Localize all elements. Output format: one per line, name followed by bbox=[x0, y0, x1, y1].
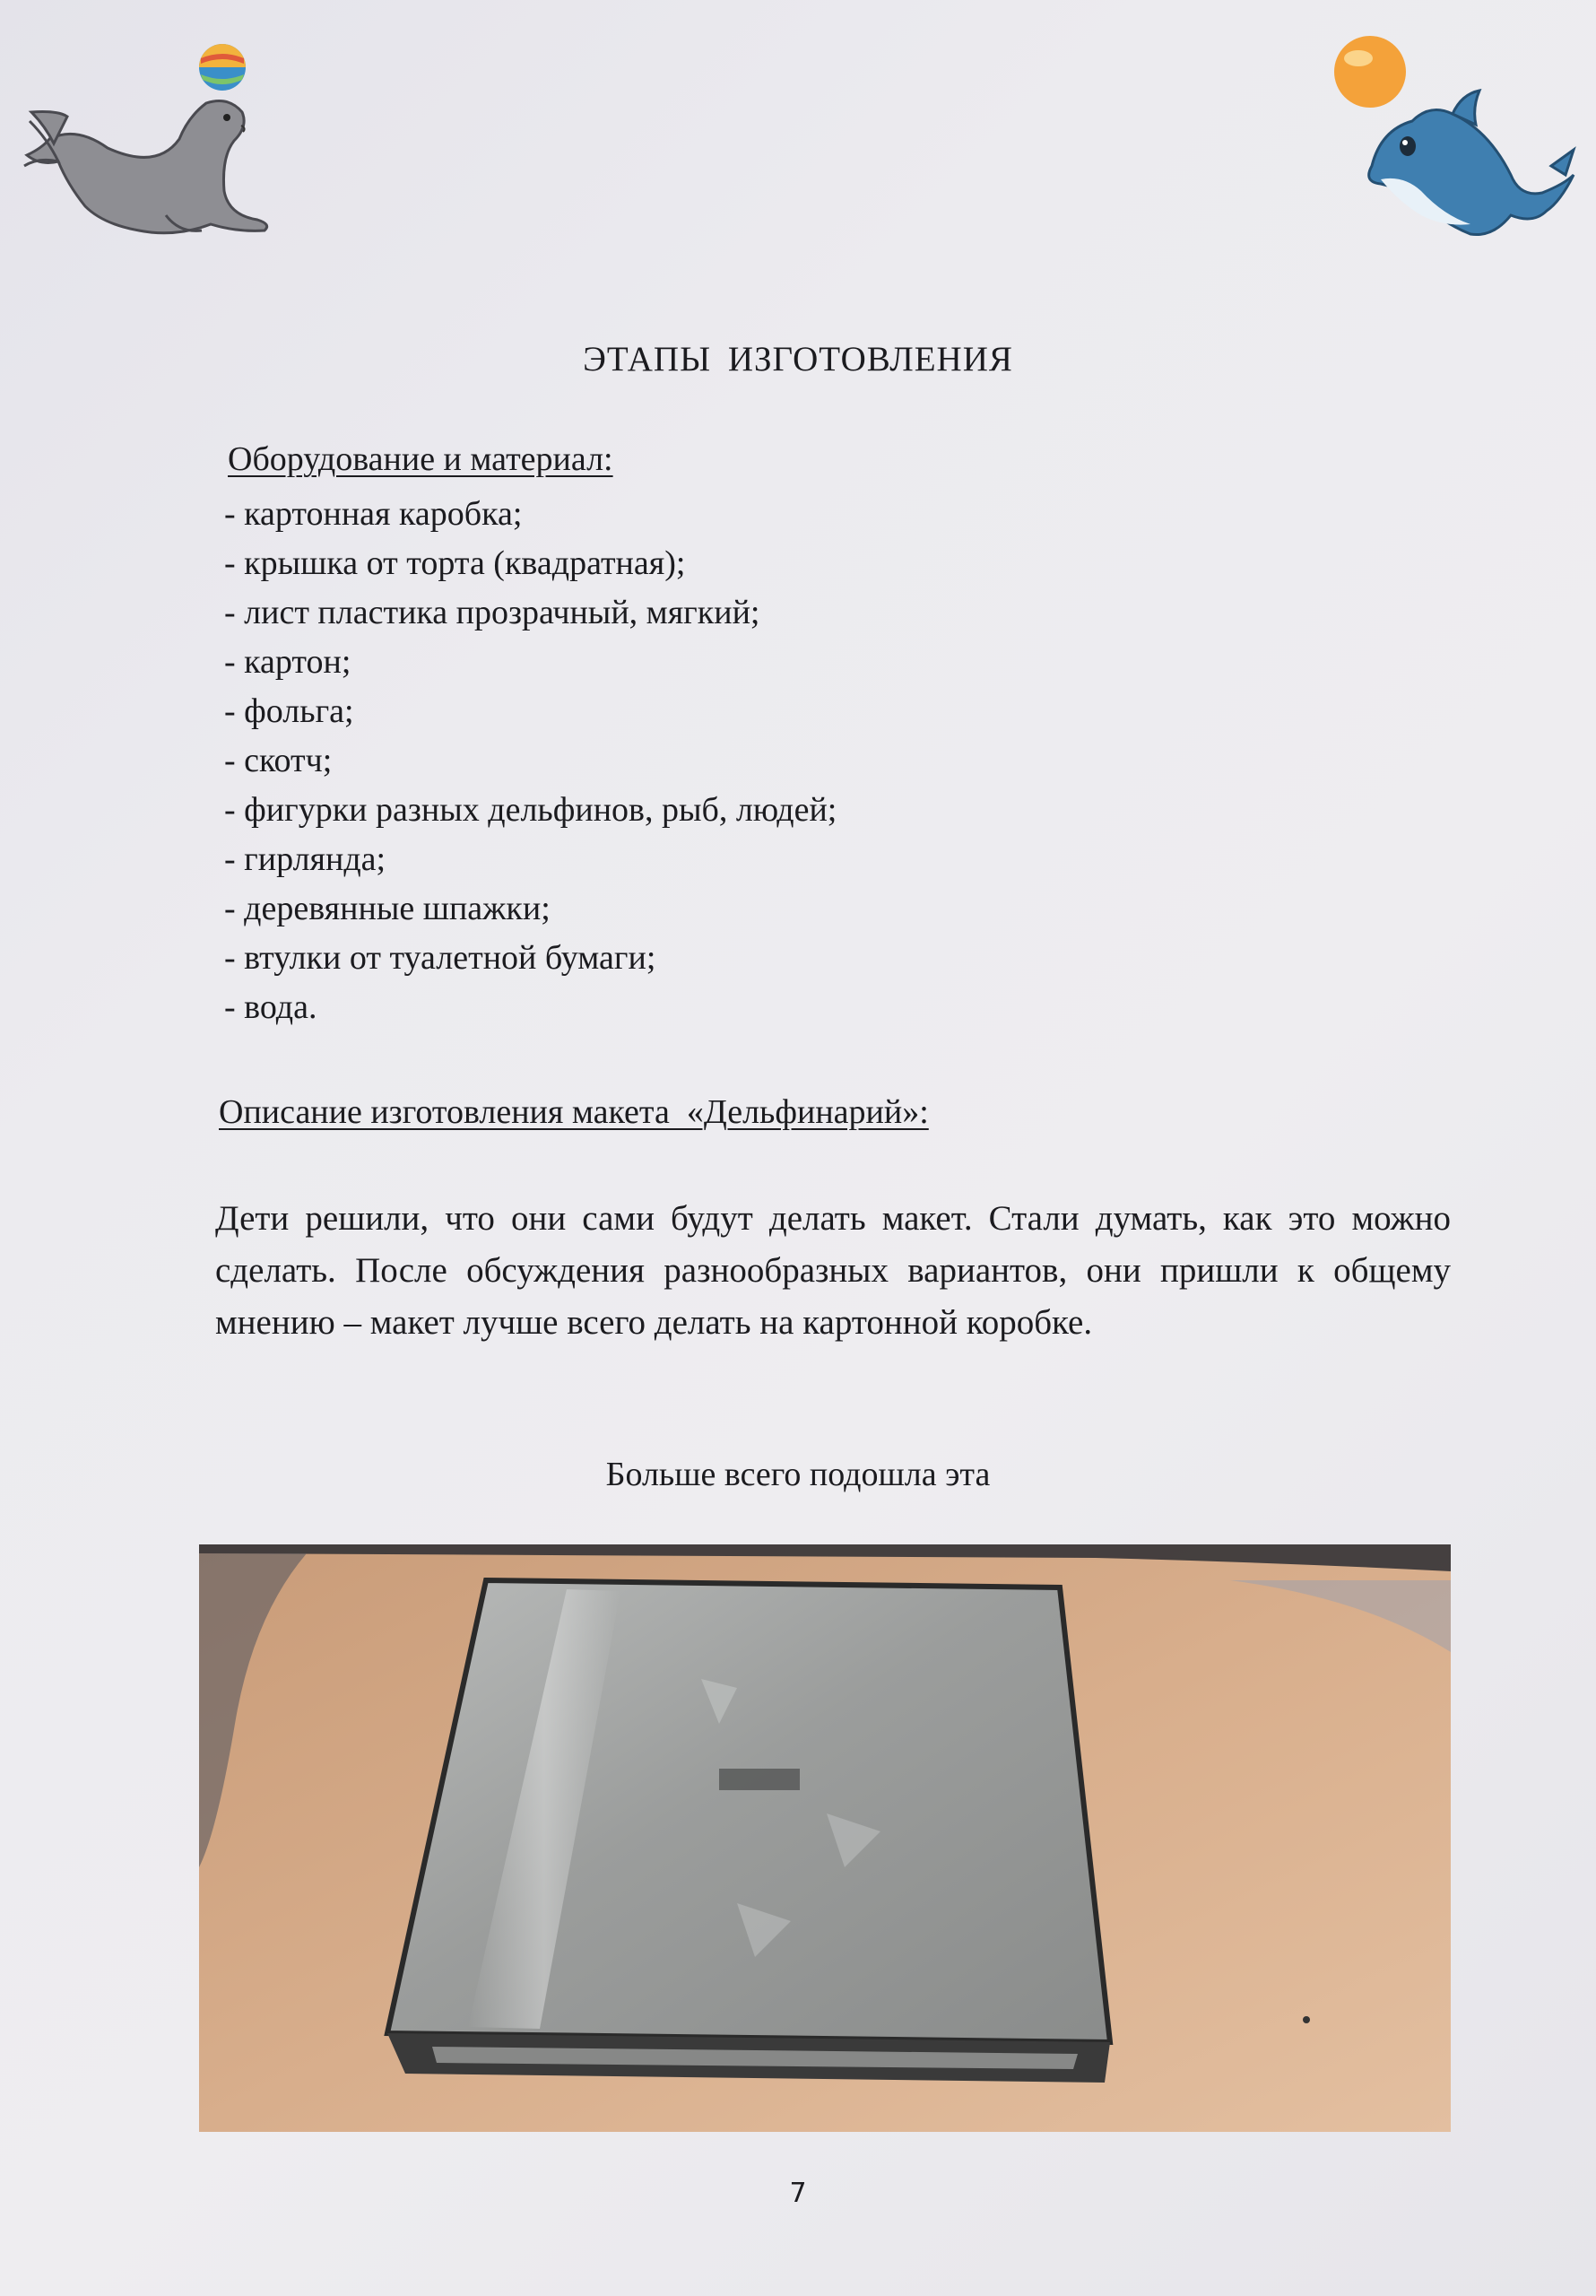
equipment-heading: Оборудование и материал: bbox=[228, 440, 613, 478]
list-item: - картонная каробка; bbox=[224, 495, 523, 533]
list-item: - фольга; bbox=[224, 692, 354, 730]
photo-caption: Больше всего подошла эта bbox=[605, 1456, 991, 1493]
list-item: - крышка от торта (квадратная); bbox=[224, 544, 686, 582]
box-photo-image bbox=[199, 1544, 1451, 2132]
list-item: - картон; bbox=[224, 643, 351, 681]
materials-list bbox=[224, 490, 837, 1032]
list-item: - вода. bbox=[224, 988, 317, 1026]
box-photo bbox=[199, 1544, 1451, 2132]
page-number: 7 bbox=[789, 2178, 807, 2209]
ball-icon bbox=[1334, 36, 1406, 108]
list-item: - фигурки разных дельфинов, рыб, людей; bbox=[224, 791, 837, 829]
description-heading: Описание изготовления макета «Дельфинарий»: bbox=[219, 1093, 929, 1131]
list-item: - деревянные шпажки; bbox=[224, 890, 551, 927]
ball-icon bbox=[199, 44, 246, 91]
list-item: - лист пластика прозрачный, мягкий; bbox=[224, 594, 760, 631]
page-title: ЭТАПЫ ИЗГОТОВЛЕНИЯ bbox=[583, 340, 1013, 378]
description-paragraph: Дети решили, что они сами будут делать макет. Стали думать, как это можно сделать. После обсуждения разнообразных вариантов, они пришли к общему мнению – макет лучше всего делать на картонной коробке. bbox=[215, 1199, 1451, 1342]
cardboard-box bbox=[387, 1580, 1110, 2083]
list-item: - скотч; bbox=[224, 742, 333, 779]
list-item: - втулки от туалетной бумаги; bbox=[224, 939, 656, 977]
seal-illustration bbox=[22, 40, 291, 247]
list-item: - гирлянда; bbox=[224, 840, 386, 878]
dolphin-illustration bbox=[1318, 31, 1578, 247]
